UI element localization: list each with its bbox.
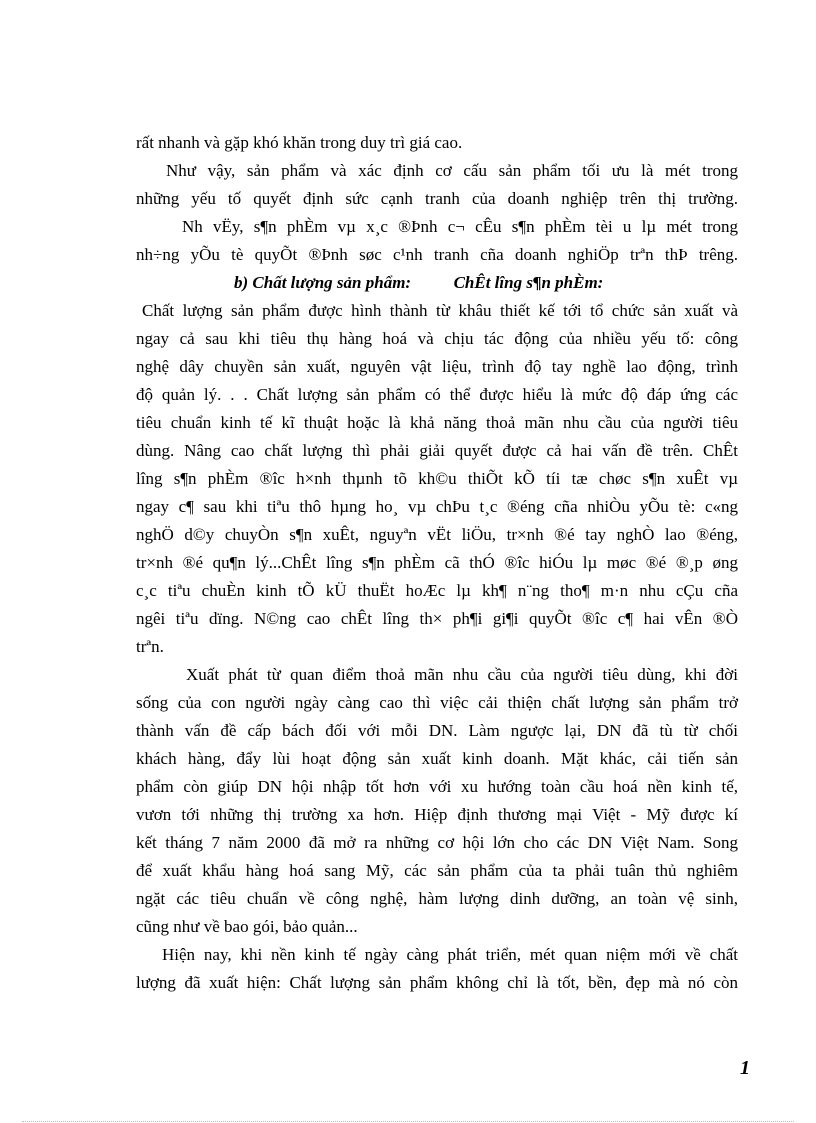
text-line: rất nhanh và gặp khó khăn trong duy trì giá cao. [136,133,463,152]
text-line: ngêi tiªu dïng. N©ng cao chÊt lîng th× ph¶i gi¶i quyÕt ®îc c¶ hai vÊn ®Ò [136,609,738,628]
text-line: để xuất khẩu hàng hoá sang Mỹ, các sản phẩm của ta phải tuân thủ nghiêm [136,861,738,880]
text-line: sống của con người ngày càng cao thì việc cải thiện chất lượng sản phẩm trở [136,693,738,712]
text-line: lîng s¶n phÈm ®îc h×nh thµnh tõ kh©u thiÕt kÕ tíi tæ chøc s¶n xuÊt vµ [136,469,738,488]
text-line: Xuất phát từ quan điểm thoả mãn nhu cầu của người tiêu dùng, khi đời [186,665,738,684]
text-line: ngay c¶ sau khi tiªu thô hµng ho¸ vµ chÞu t¸c ®éng cña nhiÒu yÕu tè: c«ng [136,497,738,516]
text-line: Nh vËy, s¶n phÈm vµ x¸c ®Þnh c¬ cÊu s¶n phÈm tèi u lµ mét trong [182,217,738,236]
text-line: những yếu tố quyết định sức cạnh tranh của doanh nghiệp trên thị trường. [136,189,738,208]
text-line: Chất lượng sản phẩm được hình thành từ khâu thiết kế tới tổ chức sản xuất và [142,301,738,320]
text-line: trªn. [136,637,164,656]
text-line: phẩm còn giúp DN hội nhập tốt hơn với xu hướng toàn cầu hoá nền kinh tế, [136,777,738,796]
text-line: tr×nh ®é qu¶n lý...ChÊt lîng s¶n phÈm cã thÓ ®îc hiÓu lµ møc ®é ®¸p øng [136,553,738,572]
text-line: kết tháng 7 năm 2000 đã mở ra những cơ hội lớn cho các DN Việt Nam. Song [136,833,738,852]
text-line: ngay cả sau khi tiêu thụ hàng hoá và chịu tác động của nhiều yếu tố: công [136,329,738,348]
text-line: thành vấn đề cấp bách đối với mỗi DN. Làm ngược lại, DN đã tù từ chối [136,721,738,740]
text-line: tiêu chuẩn kinh tế kĩ thuật hoặc là khả năng thoả mãn nhu cầu của người tiêu [136,413,738,432]
text-line: cũng như về bao gói, bảo quản... [136,917,358,936]
text-line: ngặt các tiêu chuẩn về công nghệ, hàm lượng dinh dưỡng, an toàn vệ sinh, [136,889,738,908]
page-number: 1 [740,1057,750,1079]
text-line: c¸c tiªu chuÈn kinh tÕ kÜ thuËt hoÆc lµ kh¶ n¨ng tho¶ m·n nhu cÇu cña [136,581,738,600]
text-line: lượng đã xuất hiện: Chất lượng sản phẩm không chỉ là tốt, bền, đẹp mà nó còn [136,973,738,992]
text-line: vươn tới những thị trường xa hơn. Hiệp định thương mại Việt - Mỹ được kí [136,805,738,824]
text-line: độ quản lý. . . Chất lượng sản phẩm có thể được hiểu là mức độ đáp ứng các [136,385,738,404]
text-line: khách hàng, đẩy lùi hoạt động sản xuất kinh doanh. Mặt khác, cải tiến sản [136,749,738,768]
text-line: nghÖ d©y chuyÒn s¶n xuÊt, nguyªn vËt liÖu, tr×nh ®é tay nghÒ lao ®éng, [136,525,738,544]
section-heading: b) Chất lượng sản phẩm: ChÊt lîng s¶n phÈm: [234,273,604,292]
text-line: Như vậy, sản phẩm và xác định cơ cấu sản phẩm tối ưu là mét trong [166,161,738,180]
text-line: dùng. Nâng cao chất lượng thì phải giải quyết được cả hai vấn đề trên. ChÊt [136,441,738,460]
page-bottom-divider [22,1121,794,1122]
text-line: nghệ dây chuyền sản xuất, nguyên vật liệu, trình độ tay nghề lao động, trình [136,357,738,376]
text-line: Hiện nay, khi nền kinh tế ngày càng phát triển, mét quan niệm mới về chất [162,945,738,964]
text-line: nh÷ng yÕu tè quyÕt ®Þnh søc c¹nh tranh cña doanh nghiÖp trªn thÞ trêng. [136,245,738,264]
